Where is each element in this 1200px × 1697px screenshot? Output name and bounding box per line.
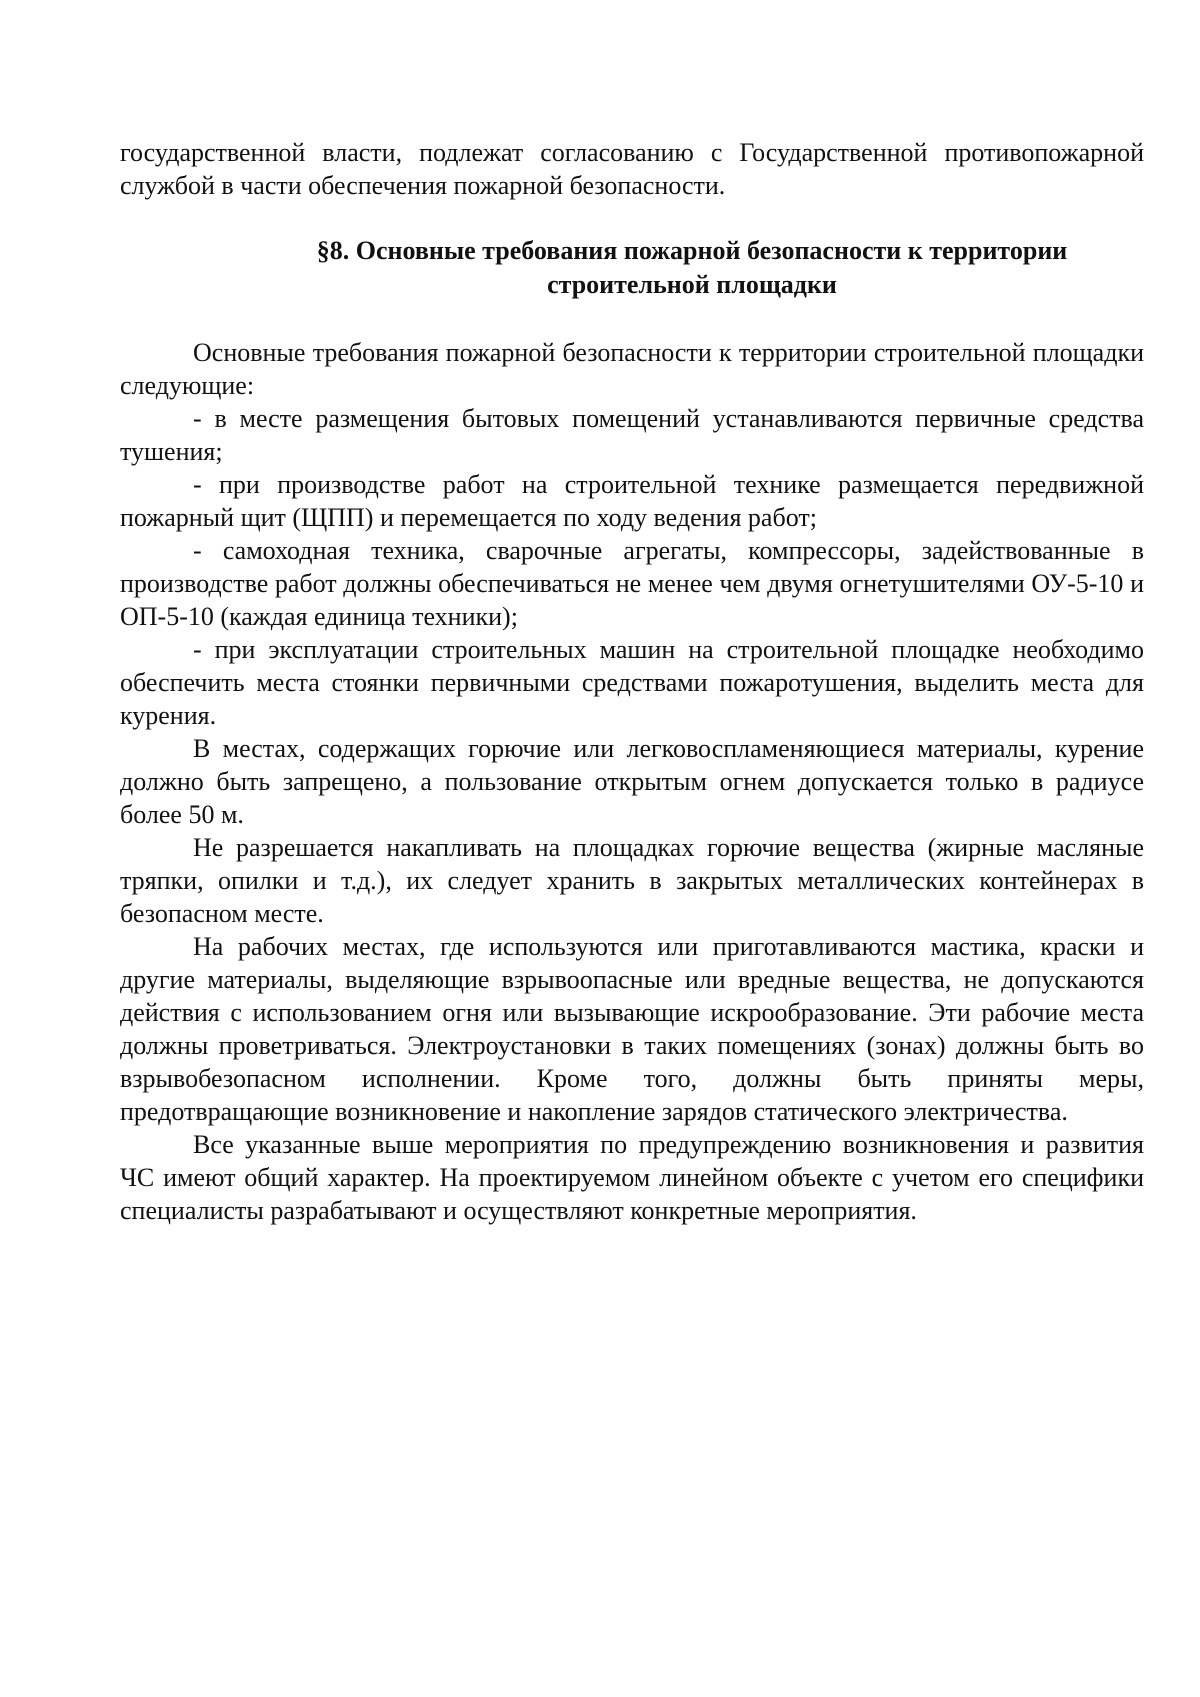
body-paragraph-requirements-intro: Основные требования пожарной безопасности к территории строительной площадки следующие: <box>120 338 1144 400</box>
body-paragraph-workplaces: На рабочих местах, где используются или приготавливаются мастика, краски и другие материалы, выделяющие взрывоопасные или вредные вещества, не допускаются действия с использованием огня или вызывающие искрообразование. Эти рабочие места должны проветриваться. Электроустановки в таких помещениях (зонах) должны быть во взрывобезопасном исполнении. Кроме того, должны быть приняты меры, предотвращающие возникновение и накопление зарядов статического электричества. <box>120 932 1144 1126</box>
body-paragraph-conclusion: Все указанные выше мероприятия по предупреждению возникновения и развития ЧС имеют общий характер. На проектируемом линейном объекте с учетом его специфики специалисты разрабатывают и осуществляют конкретные мероприятия. <box>120 1130 1144 1225</box>
body-paragraph-smoking: В местах, содержащих горючие или легковоспламеняющиеся материалы, курение должно быть запрещено, а пользование открытым огнем допускается только в радиусе более 50 м. <box>120 734 1144 829</box>
section-heading-line-1: §8. Основные требования пожарной безопасности к территории <box>316 236 1068 265</box>
body-paragraph-list-item-4: - при эксплуатации строительных машин на строительной площадке необходимо обеспечить места стоянки первичными средствами пожаротушения, выделить места для курения. <box>120 635 1144 730</box>
section-heading <box>120 234 1144 302</box>
body-paragraph-list-item-2: - при производстве работ на строительной технике размещается передвижной пожарный щит (ЩПП) и перемещается по ходу ведения работ; <box>120 470 1144 532</box>
body-paragraph-storage: Не разрешается накапливать на площадках горючие вещества (жирные масляные тряпки, опилки и т.д.), их следует хранить в закрытых металлических контейнерах в безопасном месте. <box>120 833 1144 928</box>
section-heading-line-2: строительной площадки <box>547 270 837 299</box>
body-paragraph-list-item-1: - в месте размещения бытовых помещений устанавливаются первичные средства тушения; <box>120 404 1144 466</box>
body-paragraph-list-item-3: - самоходная техника, сварочные агрегаты, компрессоры, задействованные в производстве работ должны обеспечиваться не менее чем двумя огнетушителями ОУ-5-10 и ОП-5-10 (каждая единица техники); <box>120 536 1144 631</box>
intro-continuation-paragraph: государственной власти, подлежат согласованию с Государственной противопожарной службой в части обеспечения пожарной безопасности. <box>120 138 1144 200</box>
document-page <box>120 136 1144 1227</box>
